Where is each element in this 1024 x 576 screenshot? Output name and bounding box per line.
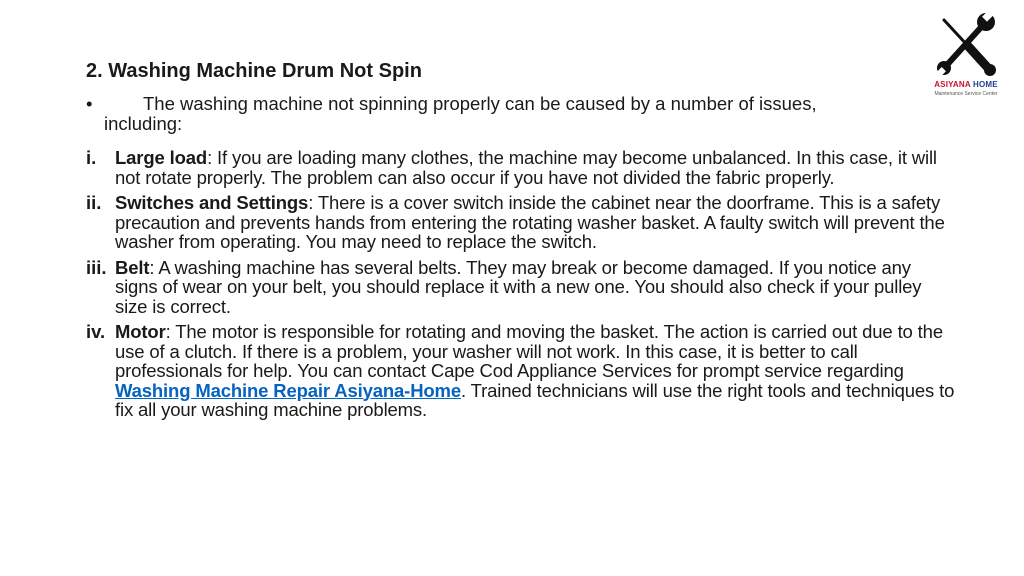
list-item-belt xyxy=(86,258,958,317)
intro-text-line2: including: xyxy=(104,113,183,134)
logo-tagline: Maintenance Service Center xyxy=(934,91,998,97)
logo-name-part2: HOME xyxy=(973,80,998,89)
crossed-tools-icon xyxy=(934,12,998,78)
item-title: Belt xyxy=(115,256,150,278)
bullet-marker: • xyxy=(86,93,93,114)
section-heading: 2. Washing Machine Drum Not Spin xyxy=(86,60,422,82)
item-title: Switches and Settings xyxy=(115,192,309,213)
intro-text-line1: The washing machine not spinning properly can be caused by a number of issues, xyxy=(143,93,817,114)
list-item-large-load xyxy=(86,148,958,187)
item-description-continued: . Trained technicians will use the right tools and techniques to fix all your washing machine problems. xyxy=(115,379,955,420)
item-number: ii. xyxy=(86,192,102,213)
item-title: Motor xyxy=(115,321,166,342)
item-title: Large load xyxy=(115,147,208,168)
item-description: : There is a cover switch inside the cabinet near the doorframe. This is a safety precaution and prevents hands from entering the rotating washer basket. A faulty switch will prevent the washer from operating. You may need to replace the switch. xyxy=(115,192,945,252)
list-item-switches xyxy=(86,193,958,252)
item-description: : A washing machine has several belts. They may break or become damaged. If you notice any signs of wear on your belt, you should replace it with a new one. You should also check if your pulley size is correct. xyxy=(115,256,922,317)
item-number: i. xyxy=(86,147,97,168)
item-number: iii. xyxy=(86,256,107,278)
company-logo xyxy=(924,12,1008,104)
list-item-motor xyxy=(86,322,958,420)
cause-list xyxy=(86,148,958,426)
logo-name-part1: ASIYANA xyxy=(934,80,971,89)
item-description: : If you are loading many clothes, the machine may become unbalanced. In this case, it will not rotate properly. The problem can also occur if you have not divided the fabric properly. xyxy=(115,147,937,188)
repair-service-link[interactable]: Washing Machine Repair Asiyana-Home xyxy=(115,379,461,401)
item-description: : The motor is responsible for rotating and moving the basket. The action is carried out due to the use of a clutch. If there is a problem, your washer will not work. In this case, it is better to call professionals for help. You can contact Cape Cod Appliance Services for prompt service regarding xyxy=(115,321,943,381)
logo-wordmark xyxy=(924,80,1008,89)
item-number: iv. xyxy=(86,321,106,342)
